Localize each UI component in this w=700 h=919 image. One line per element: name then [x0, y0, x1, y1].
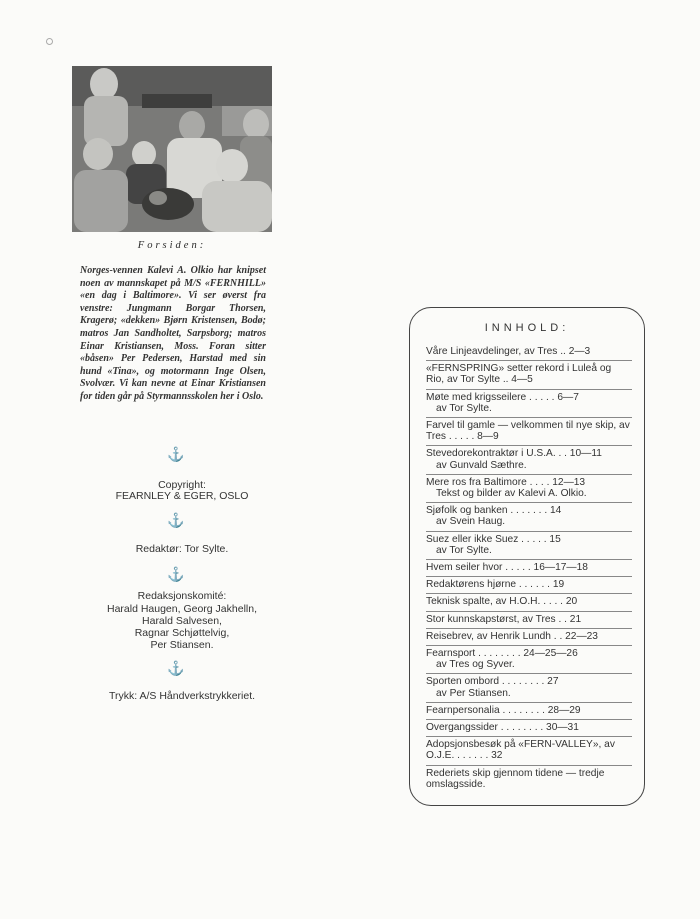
toc-entry — [426, 577, 632, 594]
anchor-icon: ⚓ — [167, 512, 185, 528]
toc-entry-text: Suez eller ikke Suez . . . . . 15 — [426, 533, 561, 545]
toc-entry-text: Hvem seiler hvor . . . . . 16—17—18 — [426, 562, 588, 574]
toc-entry — [426, 344, 632, 361]
toc-entry-author: av Per Stiansen. — [436, 687, 511, 699]
page-mark — [46, 38, 53, 45]
toc-entry-author: Tekst og bilder av Kalevi A. Olkio. — [436, 488, 587, 500]
toc-entry — [426, 766, 632, 793]
toc-title: INNHOLD: — [484, 322, 570, 334]
toc-entry — [426, 594, 632, 611]
toc-entry-text: Farvel til gamle — velkommen til nye skip, av Tres . . . . . 8—9 — [426, 420, 630, 443]
committee-member-line: Harald Haugen, Georg Jakhelln, — [106, 603, 257, 615]
toc-entry-text: Reisebrev, av Henrik Lundh . . 22—23 — [426, 630, 598, 642]
toc-entry — [426, 703, 632, 720]
toc-entry-text: Fearnpersonalia . . . . . . . . 28—29 — [426, 704, 581, 716]
printer-line: Trykk: A/S Håndverkstrykkeriet. — [108, 690, 256, 702]
toc-entry-text: Redaktørens hjørne . . . . . . 19 — [426, 579, 565, 591]
toc-entry — [426, 418, 632, 446]
copyright-label: Copyright: — [158, 479, 206, 491]
toc-entry-text: Stor kunnskapstørst, av Tres . . 21 — [426, 613, 582, 625]
toc-entry-author: av Tres og Syver. — [436, 659, 515, 671]
toc-entry-text: Sjøfolk og banken . . . . . . . 14 — [426, 505, 562, 517]
toc-entry-text: Fearnsport . . . . . . . . 24—25—26 — [426, 648, 578, 660]
toc-entry — [426, 446, 632, 474]
toc-entry-text: Møte med krigsseilere . . . . . 6—7 — [426, 391, 579, 403]
toc-entry — [426, 560, 632, 577]
toc-entry — [426, 737, 632, 765]
toc-entry-author: av Tor Sylte. — [436, 402, 492, 414]
anchor-icon: ⚓ — [167, 660, 185, 676]
caption-title: Forsiden: — [137, 240, 207, 251]
toc-entry-text: Sporten ombord . . . . . . . . 27 — [426, 676, 559, 688]
anchor-icon: ⚓ — [167, 446, 185, 462]
committee-label: Redaksjonskomité: — [137, 590, 227, 602]
toc-entry-text: Stevedorekontraktør i U.S.A. . . 10—11 — [426, 448, 602, 460]
committee-member-line: Per Stiansen. — [150, 639, 214, 651]
toc-entry-text: Våre Linjeavdelinger, av Tres .. 2—3 — [426, 346, 591, 357]
toc-entry — [426, 390, 632, 418]
toc-list — [426, 344, 632, 793]
caption-text: Norges-vennen Kalevi A. Olkio har knipset noen av mannskapet på M/S «FERNHILL» «en dag i Baltimore». Vi ser øverst fra venstre: Jungmann Borgar Thorsen, Kragerø; «dekken» Bjørn Kristensen, Bodø; matros Jan Sandholtet, Sarpsborg; matros Einar Kristiansen, Moss. Foran sitter «båsen» Per Pedersen, Harstad med sin hund «Tina», og motormann Inge Olsen, Svolvær. Vi kan nevne at Einar Kristiansen for tiden går på Styrmannsskolen her i Oslo. — [80, 265, 266, 402]
toc-entry-text: Adopsjonsbesøk på «FERN-VALLEY», av O.J.E. . . . . . . 32 — [426, 739, 615, 762]
table-of-contents — [409, 307, 645, 806]
toc-entry — [426, 646, 632, 674]
cover-photo — [72, 66, 272, 232]
toc-entry — [426, 532, 632, 560]
committee-member-line: Ragnar Schjøttelvig, — [134, 627, 230, 639]
toc-entry — [426, 361, 632, 389]
toc-entry — [426, 475, 632, 503]
toc-entry — [426, 503, 632, 531]
toc-entry-text: Overgangssider . . . . . . . . 30—31 — [426, 722, 579, 734]
toc-entry-author: av Gunvald Sæthre. — [436, 459, 527, 471]
toc-entry-text: Teknisk spalte, av H.O.H. . . . . 20 — [426, 596, 578, 608]
committee-member-line: Harald Salvesen, — [142, 615, 222, 627]
toc-entry — [426, 612, 632, 629]
toc-entry-author: av Svein Haug. — [436, 516, 506, 528]
toc-entry — [426, 720, 632, 737]
toc-entry-text: Rederiets skip gjennom tidene — tredje omslagsside. — [426, 767, 605, 790]
toc-entry — [426, 674, 632, 702]
toc-entry — [426, 629, 632, 646]
anchor-icon: ⚓ — [167, 566, 185, 582]
toc-entry-text: «FERNSPRING» setter rekord i Luleå og Rio, av Tor Sylte .. 4—5 — [426, 363, 612, 386]
toc-entry-author: av Tor Sylte. — [436, 544, 492, 556]
crew-photo-illustration — [72, 66, 272, 232]
editor-line: Redaktør: Tor Sylte. — [135, 543, 229, 555]
copyright-holder: FEARNLEY & EGER, OSLO — [115, 490, 249, 502]
toc-entry-text: Mere ros fra Baltimore . . . . 12—13 — [426, 476, 586, 488]
